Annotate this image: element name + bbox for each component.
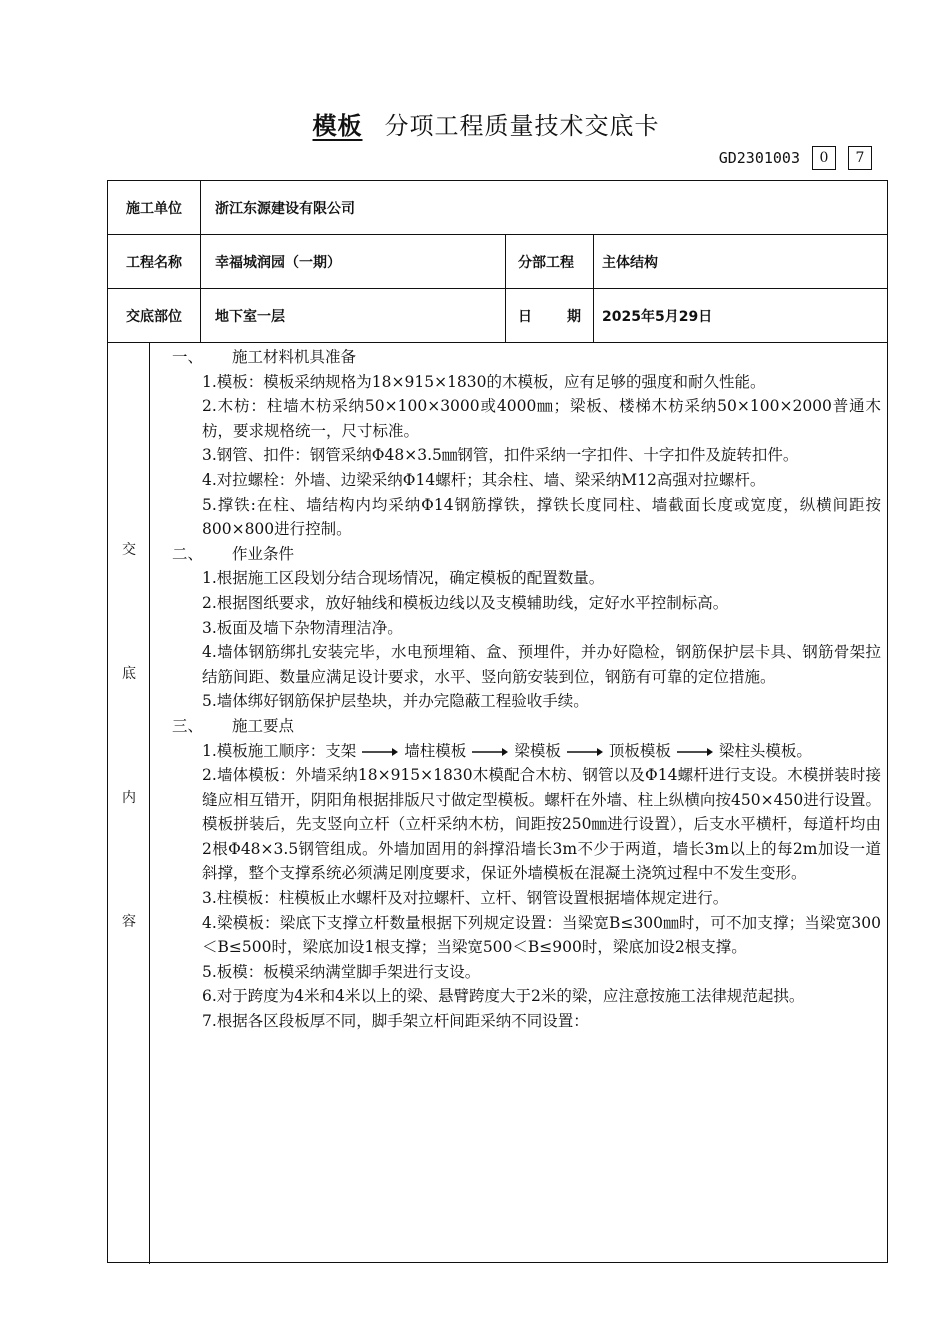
project-label: 工程名称 xyxy=(108,235,201,288)
sequence-step: 顶板模板 xyxy=(608,741,671,760)
section-title: 作业条件 xyxy=(232,544,295,563)
list-item: 4.墙体钢筋绑扎安装完毕，水电预埋箱、盒、预埋件，并办好隐检，钢筋保护层卡具、钢筋骨架拉结筋间距、数量应满足设计要求，水平、竖向筋安装到位，钢筋有可靠的定位措施。 xyxy=(202,643,881,686)
list-item: 6.对于跨度为4米和4米以上的梁、悬臂跨度大于2米的梁，应注意按施工法律规范起拱。 xyxy=(202,987,805,1006)
list-item: 5.板模：板模采纳满堂脚手架进行支设。 xyxy=(202,962,481,981)
sequence-step: 墙柱模板 xyxy=(404,741,467,760)
list-item: 5.撑铁:在柱、墙结构内均采纳Φ14钢筋撑铁，撑铁长度同柱、墙截面长度或宽度，纵横间距按800×800进行控制。 xyxy=(202,495,881,539)
date-label-char-2: 期 xyxy=(567,308,581,325)
list-item: 2.木枋：柱墙木枋采纳50×100×3000或4000㎜；梁板、楼梯木枋采纳50×100×2000普通木枋，要求规格统一，尺寸标准。 xyxy=(202,397,881,440)
briefing-table xyxy=(107,180,888,1263)
construction-sequence xyxy=(160,739,881,764)
side-char-1: 交 xyxy=(122,542,136,558)
document-code-area xyxy=(719,146,872,170)
row-location xyxy=(108,289,887,343)
list-item: 4.对拉螺栓：外墙、边梁采纳Φ14螺杆；其余柱、墙、梁采纳M12高强对拉螺杆。 xyxy=(202,470,766,489)
date-label xyxy=(506,289,594,342)
list-item: 7.根据各区段板厚不同，脚手架立杆间距采纳不同设置： xyxy=(202,1012,589,1031)
section-number: 一、 xyxy=(172,348,204,366)
arrow-icon xyxy=(362,747,398,757)
subproject-label: 分部工程 xyxy=(506,235,594,288)
list-item: 1.根据施工区段划分结合现场情况，确定模板的配置数量。 xyxy=(202,569,605,588)
section-title: 施工要点 xyxy=(232,716,295,735)
location-value: 地下室一层 xyxy=(201,289,506,342)
list-item: 2.根据图纸要求，放好轴线和模板边线以及支模辅助线，定好水平控制标高。 xyxy=(202,593,729,612)
row-construction-unit xyxy=(108,181,887,235)
sequence-prefix: 1.模板施工顺序：支架 xyxy=(202,741,357,760)
arrow-icon xyxy=(472,747,508,757)
code-box-2: 7 xyxy=(848,146,872,170)
sequence-step: 梁柱头模板。 xyxy=(718,741,812,760)
row-project xyxy=(108,235,887,289)
list-item: 1.模板：模板采纳规格为18×915×1830的木模板，应有足够的强度和耐久性能。 xyxy=(202,372,766,391)
section-title: 施工材料机具准备 xyxy=(232,348,357,366)
section-heading xyxy=(160,714,881,739)
content-side-label xyxy=(108,343,150,1264)
location-label: 交底部位 xyxy=(108,289,201,342)
arrow-icon xyxy=(677,747,713,757)
list-item: 2.墙体模板：外墙采纳18×915×1830木模配合木枋、钢管以及Φ14螺杆进行支设。木模拼装时接缝应相互错开，阴阳角根据排版尺寸做定型模板。螺杆在外墙、柱上纵横向按450×450进行设置。模板拼装后，先支竖向立杆（立杆采纳木枋，间距按250㎜进行设置），后支水平横杆，每道杆均由2根Φ48×3.5钢管组成。外墙加固用的斜撑沿墙长3m不少于两道，墙长3m以上的每2m加设一道斜撑，整个支撑系统必须满足刚度要求，保证外墙模板在混凝土浇筑过程中不发生变形。 xyxy=(202,766,881,883)
date-label-char-1: 日 xyxy=(518,308,532,325)
subproject-value: 主体结构 xyxy=(602,254,658,271)
list-item: 3.柱模板：柱模板止水螺杆及对拉螺杆、立杆、钢管设置根据墙体规定进行。 xyxy=(202,889,729,908)
sequence-step: 梁模板 xyxy=(514,741,561,760)
code-box-1: 0 xyxy=(812,146,836,170)
document-title xyxy=(0,106,950,141)
side-char-4: 容 xyxy=(122,914,136,930)
section-number: 二、 xyxy=(172,544,204,563)
side-char-3: 内 xyxy=(122,790,136,806)
unit-value: 浙江东源建设有限公司 xyxy=(215,200,355,217)
section-heading xyxy=(160,345,881,370)
unit-label: 施工单位 xyxy=(108,181,201,234)
project-value: 幸福城润园（一期） xyxy=(201,235,506,288)
arrow-icon xyxy=(567,747,603,757)
title-subject: 模板 xyxy=(312,112,363,140)
date-value: 2025年5月29日 xyxy=(602,308,713,325)
list-item: 4.梁模板：梁底下支撑立杆数量根据下列规定设置：当梁宽B≤300㎜时，可不加支撑；当梁宽300＜B≤500时，梁底加设1根支撑；当梁宽500＜B≤900时，梁底加设2根支撑。 xyxy=(202,913,881,957)
side-char-2: 底 xyxy=(122,666,136,682)
list-item: 5.墙体绑好钢筋保护层垫块，并办完隐蔽工程验收手续。 xyxy=(202,692,589,711)
section-heading xyxy=(160,542,881,567)
title-rest: 分项工程质量技术交底卡 xyxy=(384,112,660,140)
list-item: 3.板面及墙下杂物清理洁净。 xyxy=(202,618,403,637)
section-number: 三、 xyxy=(172,716,204,735)
briefing-content xyxy=(150,343,889,1264)
document-code: GD2301003 xyxy=(718,149,800,167)
list-item: 3.钢管、扣件：钢管采纳Φ48×3.5㎜钢管，扣件采纳一字扣件、十字扣件及旋转扣件。 xyxy=(202,446,799,465)
